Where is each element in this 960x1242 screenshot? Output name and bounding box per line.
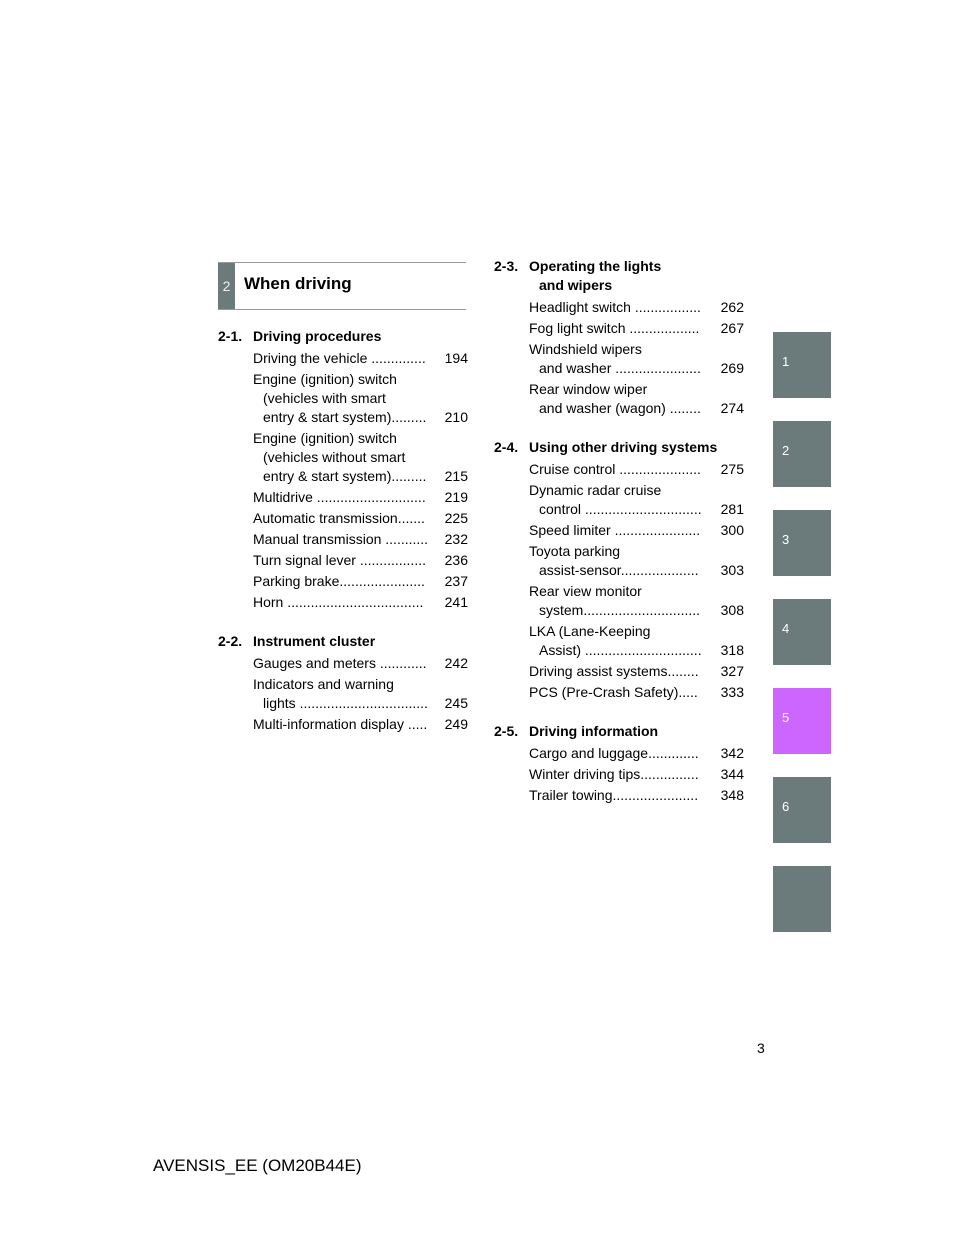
section-title: Driving procedures	[253, 328, 382, 344]
toc-entry[interactable]	[218, 370, 468, 427]
entry-page-number: 215	[444, 468, 468, 484]
entry-text: Assist) ..............................	[539, 642, 702, 658]
entry-text: Windshield wipers	[529, 341, 642, 357]
entry-text: lights .................................	[263, 695, 428, 711]
toc-entry[interactable]	[494, 765, 744, 784]
entry-page-number: 236	[444, 552, 468, 568]
entry-page-number: 333	[720, 684, 744, 700]
entry-page-number: 210	[444, 409, 468, 425]
toc-entry[interactable]	[218, 715, 468, 734]
entry-page-number: 300	[720, 522, 744, 538]
entry-page-number: 249	[444, 716, 468, 732]
entry-text: entry & start system).........	[263, 409, 427, 425]
toc-entry[interactable]	[494, 744, 744, 763]
entry-text: assist-sensor....................	[539, 562, 699, 578]
chapter-header	[218, 262, 466, 310]
entry-page-number: 327	[720, 663, 744, 679]
chapter-tab-label: 6	[782, 799, 790, 814]
entry-page-number: 342	[720, 745, 744, 761]
entry-page-number: 308	[720, 602, 744, 618]
chapter-tab-label: 3	[782, 532, 790, 547]
toc-entry[interactable]	[494, 460, 744, 479]
toc-entry[interactable]	[218, 572, 468, 591]
entry-page-number: 237	[444, 573, 468, 589]
entry-text: (vehicles with smart	[263, 390, 386, 406]
entry-page-number: 245	[444, 695, 468, 711]
entry-text: Gauges and meters ............	[253, 655, 427, 671]
toc-entry[interactable]	[218, 488, 468, 507]
entry-text: Cruise control .....................	[529, 461, 701, 477]
entry-text: Rear window wiper	[529, 381, 648, 397]
toc-entry[interactable]	[218, 654, 468, 673]
footer-model-code: AVENSIS_EE (OM20B44E)	[153, 1156, 362, 1175]
entry-text: system..............................	[539, 602, 701, 618]
entry-text: Horn ...................................	[253, 594, 424, 610]
section-number: 2-5.	[494, 723, 519, 739]
entry-text: (vehicles without smart	[263, 449, 406, 465]
chapter-tab-label: 5	[782, 710, 790, 725]
entry-text: Fog light switch ..................	[529, 320, 700, 336]
chapter-tab-label: 2	[782, 443, 790, 458]
toc-entry[interactable]	[494, 662, 744, 681]
entry-text: Dynamic radar cruise	[529, 482, 662, 498]
toc-entry[interactable]	[218, 509, 468, 528]
toc-entry[interactable]	[218, 530, 468, 549]
entry-text: Rear view monitor	[529, 583, 642, 599]
chapter-title: When driving	[244, 274, 352, 293]
entry-text: Headlight switch .................	[529, 299, 701, 315]
section-number: 2-1.	[218, 328, 243, 344]
entry-page-number: 225	[444, 510, 468, 526]
toc-entry[interactable]	[494, 521, 744, 540]
chapter-tab-5[interactable]	[773, 688, 831, 754]
toc-right-column	[494, 257, 744, 825]
entry-text: Turn signal lever .................	[253, 552, 426, 568]
entry-text: Driving the vehicle ..............	[253, 350, 426, 366]
entry-page-number: 241	[444, 594, 468, 610]
toc-section	[494, 722, 744, 805]
section-number: 2-2.	[218, 633, 243, 649]
entry-text: Trailer towing......................	[529, 787, 699, 803]
entry-page-number: 303	[720, 562, 744, 578]
toc-section	[494, 438, 744, 702]
entry-page-number: 348	[720, 787, 744, 803]
entry-text: Manual transmission ...........	[253, 531, 429, 547]
entry-text: Cargo and luggage.............	[529, 745, 699, 761]
chapter-number: 2	[218, 263, 235, 309]
entry-text: Engine (ignition) switch	[253, 430, 397, 446]
entry-page-number: 262	[720, 299, 744, 315]
entry-text: Speed limiter ......................	[529, 522, 701, 538]
entry-text: PCS (Pre-Crash Safety).....	[529, 684, 698, 700]
section-title: Using other driving systems	[529, 439, 718, 455]
toc-entry[interactable]	[494, 622, 744, 660]
toc-entry[interactable]	[494, 298, 744, 317]
toc-entry[interactable]	[218, 593, 468, 612]
section-title: Operating the lights	[529, 258, 662, 274]
toc-entry[interactable]	[218, 675, 468, 713]
entry-text: Multidrive ............................	[253, 489, 426, 505]
chapter-tab-label: 4	[782, 621, 790, 636]
section-heading	[494, 257, 744, 295]
entry-text: Toyota parking	[529, 543, 621, 559]
section-title: Driving information	[529, 723, 659, 739]
chapter-tab-index[interactable]	[773, 866, 831, 932]
entry-page-number: 194	[444, 350, 468, 366]
toc-entry[interactable]	[218, 551, 468, 570]
chapter-tab-6[interactable]	[773, 777, 831, 843]
toc-entry[interactable]	[494, 582, 744, 620]
section-heading	[494, 722, 744, 741]
entry-text: and washer (wagon) ........	[539, 400, 701, 416]
toc-entry[interactable]	[218, 429, 468, 486]
entry-page-number: 281	[720, 501, 744, 517]
toc-entry[interactable]	[494, 542, 744, 580]
entry-page-number: 274	[720, 400, 744, 416]
entry-page-number: 269	[720, 360, 744, 376]
toc-section	[218, 327, 468, 612]
chapter-tab-label: 1	[782, 354, 790, 369]
entry-text: LKA (Lane-Keeping	[529, 623, 651, 639]
section-heading	[218, 632, 468, 651]
entry-page-number: 267	[720, 320, 744, 336]
section-title-continued: and wipers	[539, 277, 613, 293]
toc-entry[interactable]	[494, 380, 744, 418]
toc-entry[interactable]	[494, 786, 744, 805]
section-number: 2-3.	[494, 258, 519, 274]
section-number: 2-4.	[494, 439, 519, 455]
entry-page-number: 344	[720, 766, 744, 782]
entry-text: Parking brake......................	[253, 573, 425, 589]
entry-text: Engine (ignition) switch	[253, 371, 397, 387]
entry-page-number: 242	[444, 655, 468, 671]
entry-text: Multi-information display .....	[253, 716, 428, 732]
toc-section	[218, 632, 468, 734]
entry-text: Winter driving tips...............	[529, 766, 699, 782]
chapter-tab-3[interactable]	[773, 510, 831, 576]
entry-page-number: 275	[720, 461, 744, 477]
chapter-tab-1[interactable]	[773, 332, 831, 398]
toc-entry[interactable]	[494, 340, 744, 378]
entry-text: Automatic transmission.......	[253, 510, 425, 526]
toc-entry[interactable]	[494, 319, 744, 338]
entry-text: and washer ......................	[539, 360, 701, 376]
chapter-tab-4[interactable]	[773, 599, 831, 665]
toc-left-column	[218, 327, 468, 754]
section-heading	[218, 327, 468, 346]
section-heading	[494, 438, 744, 457]
toc-entry[interactable]	[494, 481, 744, 519]
entry-page-number: 219	[444, 489, 468, 505]
entry-text: Indicators and warning	[253, 676, 394, 692]
entry-text: control ..............................	[539, 501, 702, 517]
entry-text: entry & start system).........	[263, 468, 427, 484]
entry-page-number: 232	[444, 531, 468, 547]
toc-entry[interactable]	[494, 683, 744, 702]
section-title: Instrument cluster	[253, 633, 376, 649]
toc-entry[interactable]	[218, 349, 468, 368]
toc-section	[494, 257, 744, 418]
page-number: 3	[757, 1040, 765, 1056]
chapter-tab-2[interactable]	[773, 421, 831, 487]
entry-text: Driving assist systems........	[529, 663, 699, 679]
entry-page-number: 318	[720, 642, 744, 658]
